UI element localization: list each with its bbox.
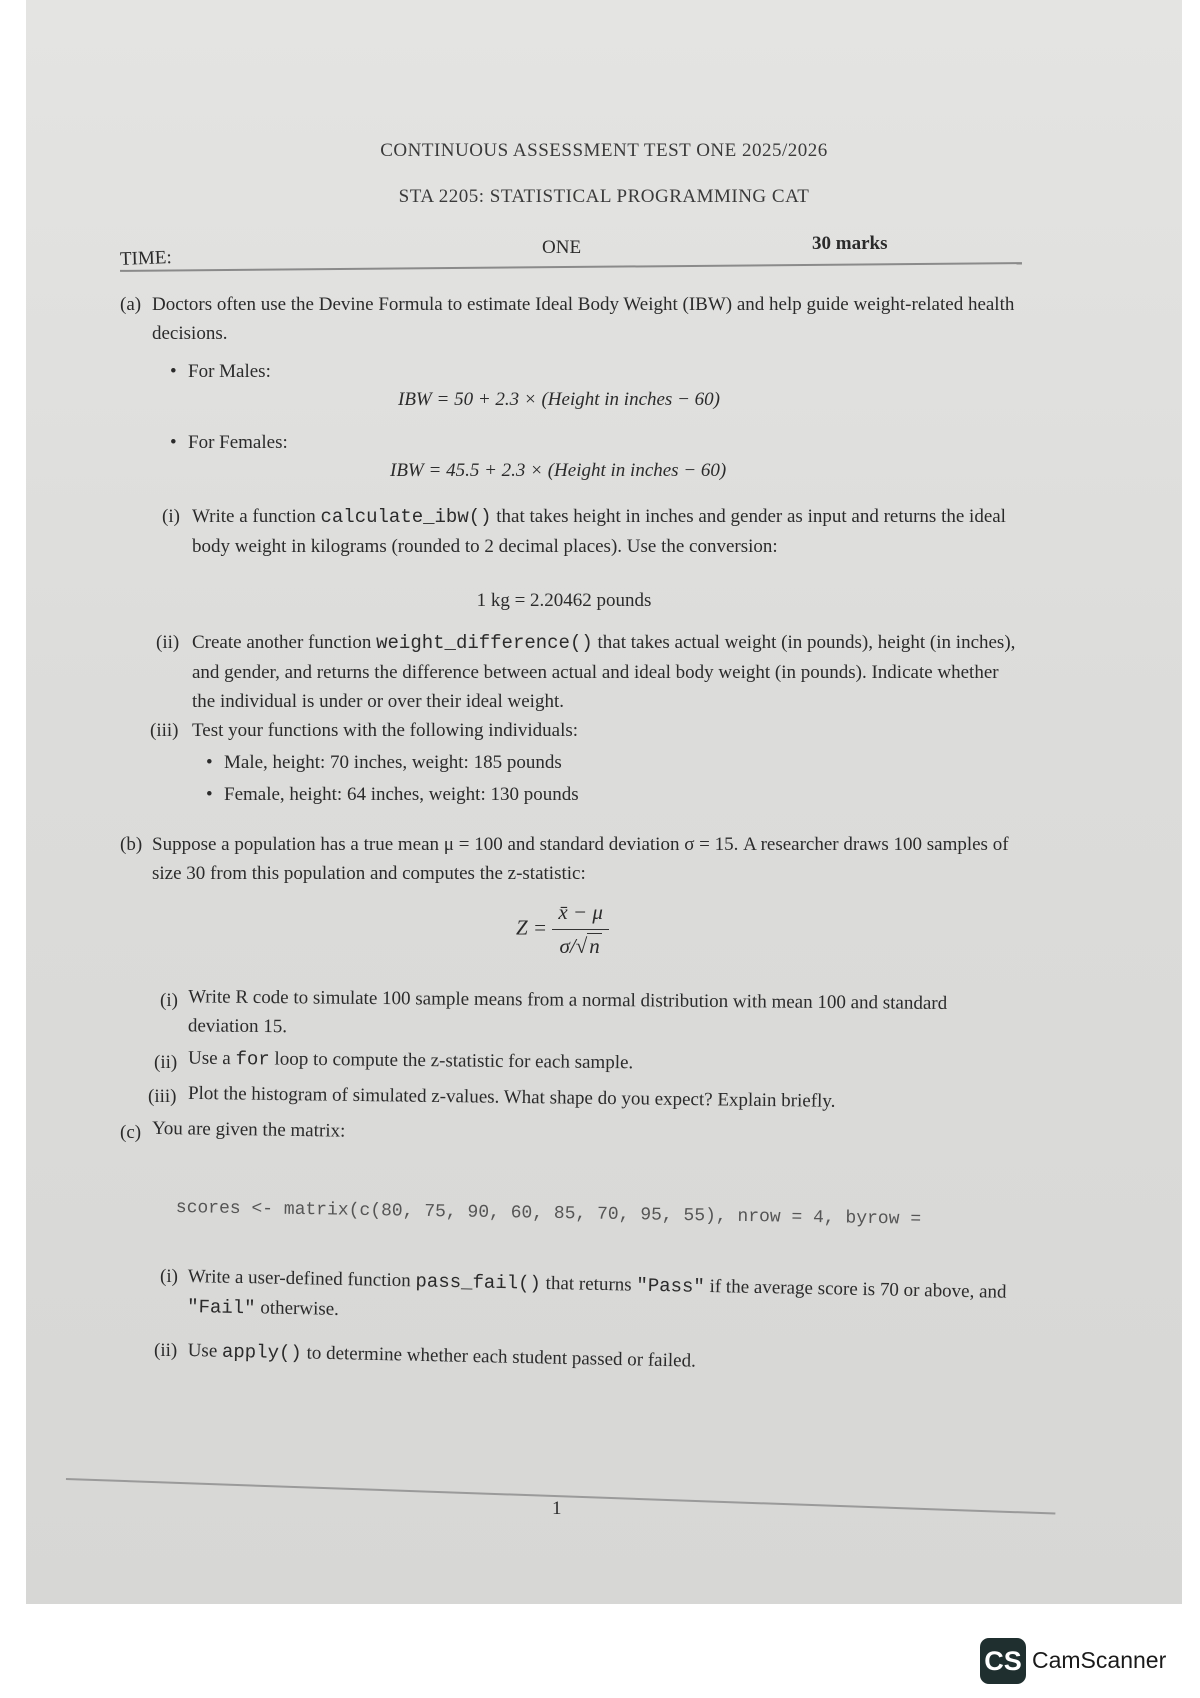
c-q1-text [187, 1262, 1022, 1338]
b-q1-label: (i) [160, 990, 178, 1011]
marks: 30 marks [812, 233, 888, 254]
z-formula-den-radicand: n [589, 934, 600, 958]
z-formula-denominator: σ/√n [559, 934, 600, 958]
z-formula [516, 898, 609, 961]
b-q2-code: for [235, 1048, 270, 1071]
part-b-label: (b) [120, 834, 143, 855]
b-q2-pre: Use a [187, 1047, 231, 1070]
part-b-intro: Suppose a population has a true mean μ = 100 and standard deviation σ = 15. A researcher draws 100 samples of size 30 from this population and computes the z-statistic: [152, 834, 1009, 884]
a-q3-label: (iii) [150, 720, 179, 741]
part-c-intro: You are given the matrix: [151, 1117, 346, 1142]
b-q2-post: loop to compute the z-statistic for each sample. [274, 1048, 634, 1074]
c-q1-fail: "Fail" [186, 1295, 256, 1320]
test-individual-2: • Female, height: 64 inches, weight: 130 pounds [224, 780, 579, 809]
b-q3-label: (iii) [148, 1086, 177, 1107]
camscanner-logo-icon: CS [980, 1638, 1026, 1684]
header-rule [120, 262, 1022, 272]
b-q1-text: Write R code to simulate 100 sample means from a normal distribution with mean 100 and standard deviation 15. [187, 986, 948, 1038]
matrix-code: scores <- matrix(c(80, 75, 90, 60, 85, 70, 95, 55), nrow = 4, byrow = [175, 1198, 922, 1230]
b-q3-text: Plot the histogram of simulated z-values. What shape do you expect? Explain briefly. [187, 1082, 836, 1112]
exam-title: CONTINUOUS ASSESSMENT TEST ONE 2025/2026 [380, 140, 828, 161]
c-q1-post: otherwise. [260, 1297, 340, 1320]
c-q2-pre: Use [187, 1339, 218, 1362]
conversion-formula: 1 kg = 2.20462 pounds [476, 590, 652, 611]
a-q2-code: weight_difference() [376, 632, 593, 654]
course-title: STA 2205: STATISTICAL PROGRAMMING CAT [398, 186, 810, 207]
a-q2-post: that takes actual weight (in pounds), height (in inches), and gender, and returns the difference between actual and ideal body weight (in pounds). Indicate whether the individual is under or over their ideal weight. [192, 632, 1016, 712]
b-q2-label: (ii) [154, 1052, 178, 1073]
part-c-label: (c) [120, 1122, 142, 1143]
c-q2-code: apply() [221, 1340, 303, 1365]
c-q2-text [187, 1336, 1021, 1383]
z-formula-numerator: x̄ − μ [552, 898, 609, 930]
part-a-intro: Doctors often use the Devine Formula to estimate Ideal Body Weight (IBW) and help guide weight-related health decisions. [152, 294, 1015, 344]
a-q2-text [192, 628, 1022, 716]
c-q2-post: to determine whether each student passed or failed. [306, 1342, 697, 1372]
c-q1-pre: Write a user-defined function [187, 1265, 411, 1292]
males-formula: IBW = 50 + 2.3 × (Height in inches − 60) [398, 389, 720, 410]
test-individual-1: • Male, height: 70 inches, weight: 185 pounds [224, 748, 562, 777]
part-a-label: (a) [120, 294, 142, 315]
c-q1-mid2: if the average score is 70 or above, and [709, 1276, 1007, 1303]
a-q1-code: calculate_ibw() [320, 506, 492, 528]
z-formula-den-pre: σ/ [559, 934, 576, 958]
exam-paper [26, 0, 1182, 1604]
a-q2-label: (ii) [156, 632, 180, 653]
time-label: TIME: [119, 247, 173, 270]
time-value: ONE [542, 237, 582, 258]
females-formula: IBW = 45.5 + 2.3 × (Height in inches − 60) [390, 460, 727, 481]
page-number: 1 [552, 1498, 562, 1519]
males-label: • For Males: [188, 357, 271, 386]
females-label: • For Females: [188, 428, 288, 457]
b-q2-text [188, 1044, 1022, 1083]
c-q1-pass: "Pass" [636, 1274, 706, 1298]
c-q1-code: pass_fail() [415, 1270, 542, 1295]
a-q1-post: that takes height in inches and gender as input and returns the ideal body weight in kilograms (rounded to 2 decimal places). Use the conversion: [192, 506, 1006, 557]
a-q2-pre: Create another function [192, 632, 372, 653]
a-q1-text [192, 502, 1022, 561]
z-formula-fraction [552, 898, 609, 961]
a-q1-pre: Write a function [192, 506, 316, 527]
c-q1-mid: that returns [545, 1272, 632, 1296]
camscanner-watermark: CamScanner [1032, 1647, 1167, 1673]
z-formula-lhs: Z = [516, 915, 548, 940]
c-q1-label: (i) [160, 1266, 178, 1287]
a-q3-text: Test your functions with the following individuals: [192, 720, 579, 741]
a-q1-label: (i) [162, 506, 180, 527]
c-q2-label: (ii) [154, 1340, 178, 1361]
